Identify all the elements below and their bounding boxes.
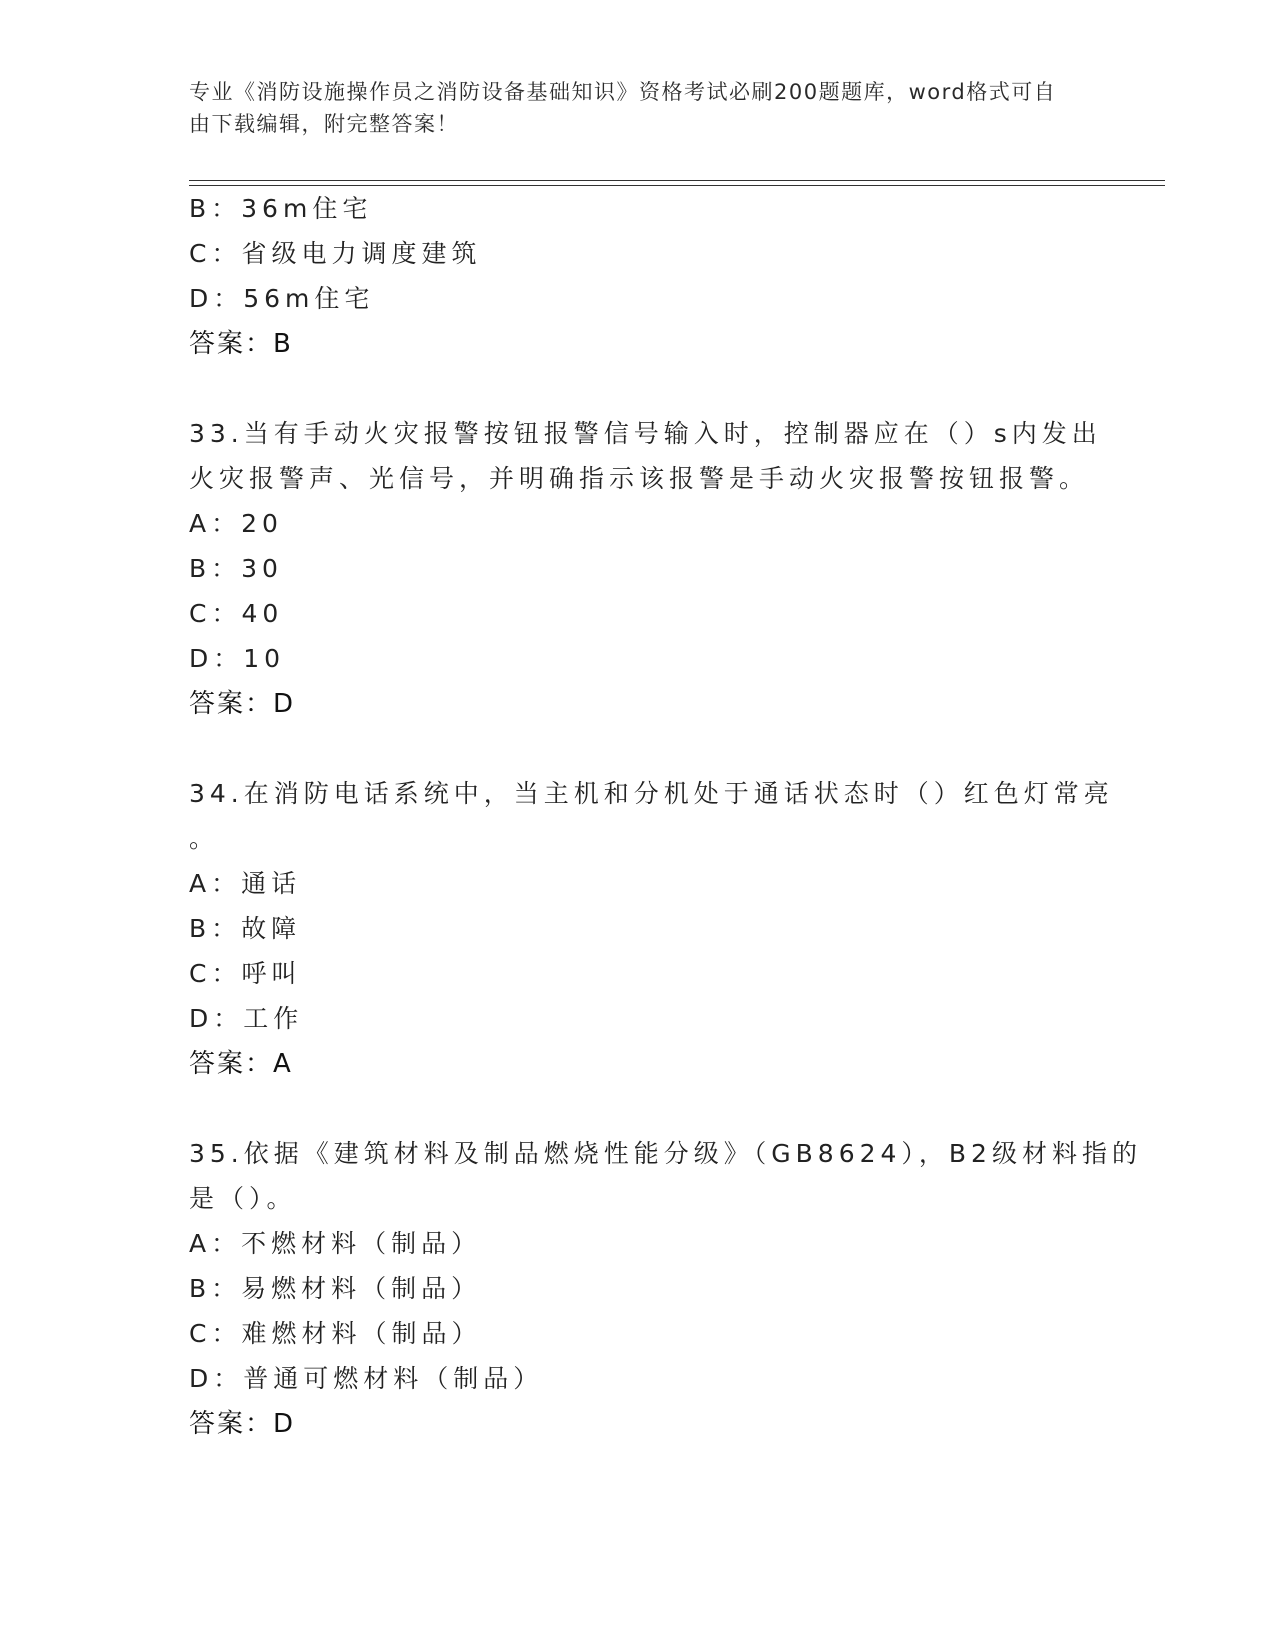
q35-stem-line2: 是（）。 (189, 1184, 297, 1213)
document-header: 专业《消防设施操作员之消防设备基础知识》资格考试必刷200题题库，word格式可自由下载编辑，附完整答案！ (189, 80, 1057, 136)
q33-stem-line2: 火灾报警声、光信号，并明确指示该报警是手动火灾报警按钮报警。 (189, 464, 1090, 493)
q34-answer: 答案：A (189, 1049, 293, 1079)
q35-option-c: C：难燃材料（制品） (189, 1319, 482, 1348)
q34-option-c: C：呼叫 (189, 959, 302, 988)
q33-option-c: C：40 (189, 599, 284, 628)
prev-option-c: C：省级电力调度建筑 (189, 239, 482, 268)
q35-option-b: B：易燃材料（制品） (189, 1274, 482, 1303)
header-divider-bottom (189, 185, 1165, 186)
prev-option-b: B：36m住宅 (189, 194, 373, 223)
q34-stem-line1: 34.在消防电话系统中，当主机和分机处于通话状态时（）红色灯常亮 (189, 779, 1114, 808)
prev-answer: 答案：B (189, 329, 293, 359)
header-divider-top (189, 180, 1165, 181)
q33-option-a: A：20 (189, 509, 283, 538)
q35-option-a: A：不燃材料（制品） (189, 1229, 482, 1258)
q34-option-a: A：通话 (189, 869, 302, 898)
q35-option-d: D：普通可燃材料（制品） (189, 1364, 544, 1393)
q34-option-b: B：故障 (189, 914, 302, 943)
q33-option-b: B：30 (189, 554, 283, 583)
q34-stem-line2: 。 (189, 824, 220, 853)
q34-option-d: D：工作 (189, 1004, 304, 1033)
q35-answer: 答案：D (189, 1409, 296, 1439)
q33-answer: 答案：D (189, 689, 296, 719)
q35-stem-line1: 35.依据《建筑材料及制品燃烧性能分级》（GB8624），B2级材料指的 (189, 1139, 1142, 1168)
q33-stem-line1: 33.当有手动火灾报警按钮报警信号输入时，控制器应在（）s内发出 (189, 419, 1102, 448)
prev-option-d: D：56m住宅 (189, 284, 375, 313)
q33-option-d: D：10 (189, 644, 286, 673)
